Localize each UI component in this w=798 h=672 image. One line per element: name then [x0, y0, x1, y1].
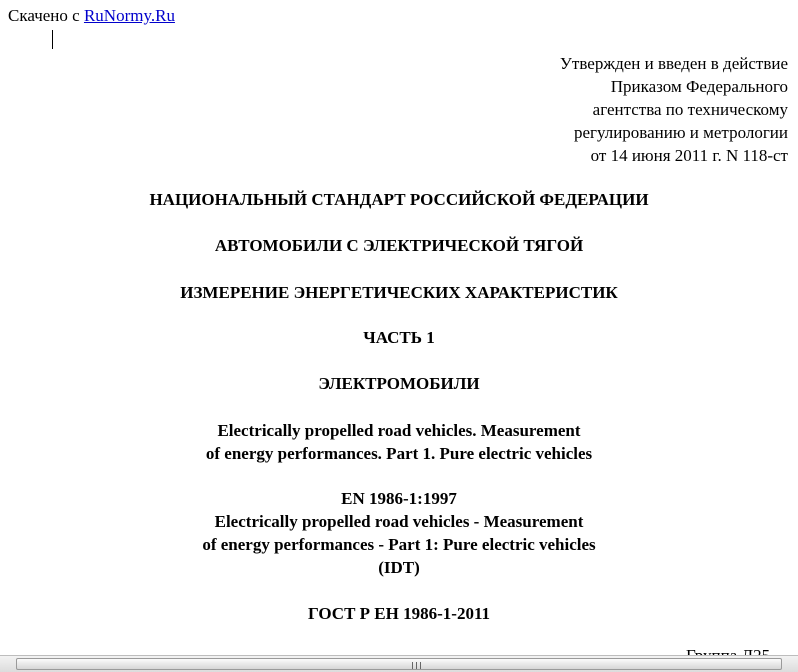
- grip-icon: [412, 662, 421, 669]
- en-standard-block: [0, 487, 798, 579]
- download-source: [8, 6, 175, 26]
- approval-line: Приказом Федерального: [610, 77, 788, 96]
- approval-block: [560, 52, 788, 167]
- english-title-line: Electrically propelled road vehicles. Measurement: [217, 421, 581, 440]
- vehicles-title: АВТОМОБИЛИ С ЭЛЕКТРИЧЕСКОЙ ТЯГОЙ: [214, 236, 584, 255]
- approval-line: Утвержден и введен в действие: [559, 54, 788, 73]
- english-title-line: of energy performances. Part 1. Pure electric vehicles: [205, 444, 593, 463]
- en-standard-number: EN 1986-1:1997: [341, 489, 457, 508]
- national-standard-title: НАЦИОНАЛЬНЫЙ СТАНДАРТ РОССИЙСКОЙ ФЕДЕРАЦИИ: [149, 190, 649, 209]
- scrollbar-thumb[interactable]: [16, 658, 782, 670]
- en-standard-idt: (IDT): [378, 558, 420, 577]
- en-standard-line: Electrically propelled road vehicles - Measurement: [214, 512, 584, 531]
- measurement-title: ИЗМЕРЕНИЕ ЭНЕРГЕТИЧЕСКИХ ХАРАКТЕРИСТИК: [180, 283, 618, 302]
- approval-line: от 14 июня 2011 г. N 118-ст: [590, 146, 788, 165]
- download-prefix: Скачено с: [8, 6, 84, 25]
- en-standard-line: of energy performances - Part 1: Pure electric vehicles: [202, 535, 596, 554]
- english-title: [0, 419, 798, 465]
- gost-title: ГОСТ Р ЕН 1986-1-2011: [307, 604, 491, 623]
- runormy-link[interactable]: RuNormy.Ru: [83, 6, 175, 25]
- part-title: ЧАСТЬ 1: [363, 328, 435, 347]
- text-cursor: [52, 30, 53, 49]
- horizontal-scrollbar[interactable]: [0, 655, 798, 672]
- electromobiles-title: ЭЛЕКТРОМОБИЛИ: [318, 374, 480, 393]
- approval-line: регулированию и метрологии: [573, 123, 788, 142]
- approval-line: агентства по техническому: [592, 100, 788, 119]
